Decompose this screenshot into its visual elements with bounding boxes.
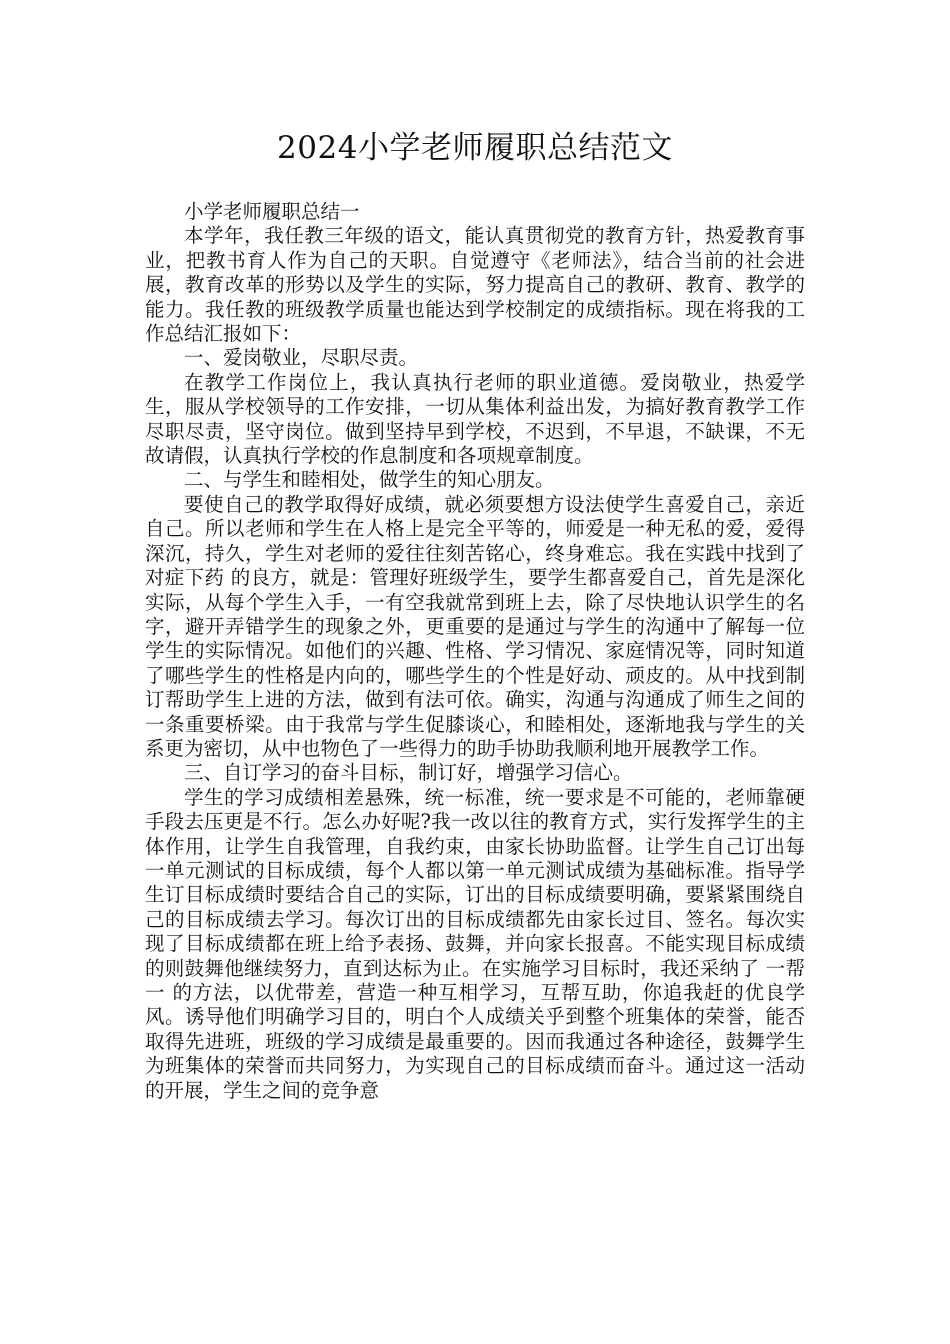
- section-heading: 二、与学生和睦相处，做学生的知心朋友。: [184, 468, 555, 492]
- section-heading: 一、爱岗敬业，尽职尽责。: [184, 346, 419, 370]
- section-heading: 三、自订学习的奋斗目标，制订好，增强学习信心。: [184, 761, 633, 785]
- section-heading: 小学老师履职总结一: [184, 200, 360, 223]
- body-paragraph: 本学年，我任教三年级的语文，能认真贯彻党的教育方针，热爱教育事业，把教书育人作为自己的天职。自觉遵守《老师法》，结合当前的社会进展，教育改革的形势以及学生的实际，努力提高自己的教研、教育、教学的能力。我任教的班级教学质量也能达到学校制定的成绩指标。现在将我的工作总结汇报如下：: [145, 224, 805, 346]
- document-title: 2024小学老师履职总结范文: [277, 130, 673, 166]
- document-body: [145, 200, 805, 1103]
- body-paragraph: 在教学工作岗位上，我认真执行老师的职业道德。爱岗敬业，热爱学生，服从学校领导的工作安排，一切从集体利益出发，为搞好教育教学工作尽职尽责，坚守岗位。做到坚持早到学校，不迟到，不早退，不缺课，不无故请假，认真执行学校的作息制度和各项规章制度。: [145, 370, 805, 468]
- body-paragraph: 学生的学习成绩相差悬殊，统一标准，统一要求是不可能的，老师靠硬手段去压更是不行。怎么办好呢?我一改以往的教育方式，实行发挥学生的主体作用，让学生自我管理，自我约束，由家长协助监督。让学生自己订出每一单元测试的目标成绩，每个人都以第一单元测试成绩为基础标准。指导学生订目标成绩时要结合自己的实际，订出的目标成绩要明确，要紧紧围绕自己的目标成绩去学习。每次订出的目标成绩都先由家长过目、签名。每次实现了目标成绩都在班上给予表扬、鼓舞，并向家长报喜。不能实现目标成绩的则鼓舞他继续努力，直到达标为止。在实施学习目标时，我还采纳了 一帮一 的方法，以优带差，营造一种互相学习，互帮互助，你追我赶的优良学风。诱导他们明确学习目的，明白个人成绩关乎到整个班集体的荣誉，能否取得先进班，班级的学习成绩是最重要的。因而我通过各种途径，鼓舞学生为班集体的荣誉而共同努力，为实现自己的目标成绩而奋斗。通过这一活动的开展，学生之间的竞争意: [145, 785, 805, 1102]
- body-paragraph: 要使自己的教学取得好成绩，就必须要想方设法使学生喜爱自己，亲近自己。所以老师和学生在人格上是完全平等的，师爱是一种无私的爱，爱得深沉，持久，学生对老师的爱往往刻苦铭心，终身难忘。我在实践中找到了 对症下药 的良方，就是：管理好班级学生，要学生都喜爱自己，首先是深化实际，从每个学生入手，一有空我就常到班上去，除了尽快地认识学生的名字，避开弄错学生的现象之外，更重要的是通过与学生的沟通中了解每一位学生的实际情况。如他们的兴趣、性格、学习情况、家庭情况等，同时知道了哪些学生的性格是内向的，哪些学生的个性是好动、顽皮的。从中找到制订帮助学生上进的方法，做到有法可依。确实，沟通与沟通成了师生之间的一条重要桥梁。由于我常与学生促膝谈心，和睦相处，逐渐地我与学生的关系更为密切，从中也物色了一些得力的助手协助我顺利地开展教学工作。: [145, 492, 805, 760]
